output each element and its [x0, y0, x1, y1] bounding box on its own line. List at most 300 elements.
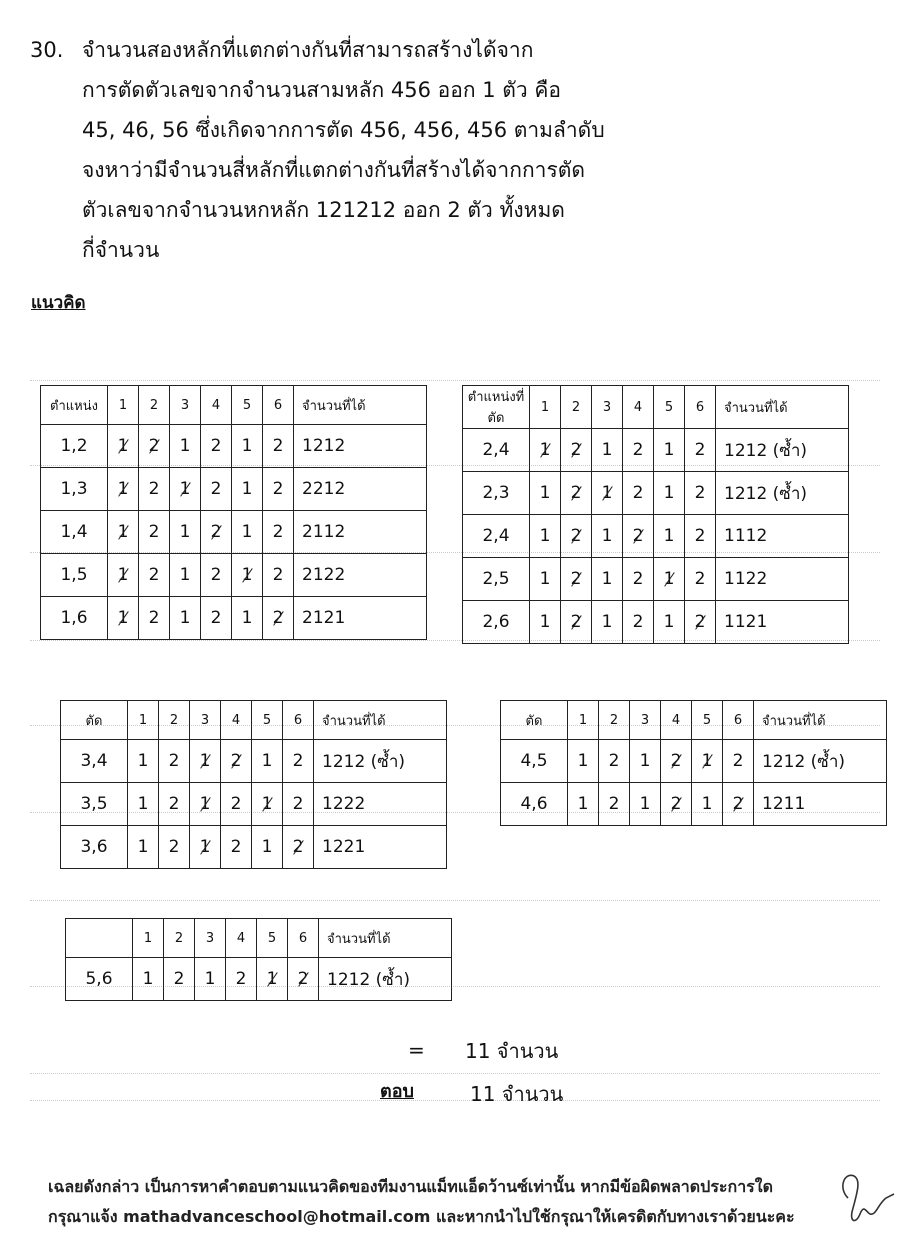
- result-number: 2112: [294, 511, 427, 554]
- answer-value: 11 จำนวน: [470, 1082, 564, 1106]
- table-header-row: [66, 919, 452, 958]
- digit-cell: [170, 554, 201, 597]
- digit-cell: [263, 468, 294, 511]
- table-row: [463, 601, 849, 644]
- digit: 1: [601, 612, 613, 632]
- digit-cell: [723, 740, 754, 783]
- ruled-line: [30, 380, 880, 381]
- cut-positions: 2,5: [463, 558, 530, 601]
- digit-cell: [232, 554, 263, 597]
- header-digit-col: 2: [561, 386, 592, 429]
- digit-cell: [685, 515, 716, 558]
- cut-table-4: [500, 700, 887, 826]
- table-header-row: [41, 386, 427, 425]
- digit-cell: [283, 826, 314, 869]
- result-number: 1211: [754, 783, 887, 826]
- digit-cell: [201, 425, 232, 468]
- digit: 2: [608, 751, 620, 771]
- header-digit-col: 5: [654, 386, 685, 429]
- digit-cell: [190, 783, 221, 826]
- digit: 1: [663, 440, 675, 460]
- digit-cell: [201, 468, 232, 511]
- digit: 2: [230, 794, 242, 814]
- digit-cell: [592, 515, 623, 558]
- header-digit-col: 6: [685, 386, 716, 429]
- crossed-digit: 1: [199, 751, 211, 771]
- table-row: [463, 472, 849, 515]
- crossed-digit: 1: [241, 565, 253, 585]
- digit-cell: [263, 597, 294, 640]
- digit-cell: [530, 472, 561, 515]
- cut-positions: 2,6: [463, 601, 530, 644]
- header-digit-col: 4: [661, 701, 692, 740]
- digit-cell: [623, 601, 654, 644]
- digit-cell: [654, 601, 685, 644]
- crossed-digit: 1: [117, 522, 129, 542]
- digit: 2: [272, 436, 284, 456]
- digit-cell: [201, 511, 232, 554]
- digit: 2: [292, 794, 304, 814]
- digit-cell: [530, 558, 561, 601]
- header-digit-col: 1: [133, 919, 164, 958]
- crossed-digit: 2: [632, 526, 644, 546]
- digit-cell: [685, 429, 716, 472]
- header-digit-col: 2: [159, 701, 190, 740]
- crossed-digit: 1: [199, 837, 211, 857]
- table-header-row: [61, 701, 447, 740]
- cut-table-2: [462, 385, 849, 644]
- cut-positions: 1,4: [41, 511, 108, 554]
- crossed-digit: 2: [670, 751, 682, 771]
- digit-cell: [128, 783, 159, 826]
- digit-cell: [108, 554, 139, 597]
- digit-cell: [592, 429, 623, 472]
- digit: 1: [261, 751, 273, 771]
- digit: 1: [601, 569, 613, 589]
- result-number: 1212 (ซ้ำ): [716, 429, 849, 472]
- crossed-digit: 2: [694, 612, 706, 632]
- cut-table-5: [65, 918, 452, 1001]
- cut-positions: 3,6: [61, 826, 128, 869]
- digit: 2: [272, 479, 284, 499]
- digit-cell: [685, 558, 716, 601]
- digit-cell: [561, 472, 592, 515]
- digit-cell: [654, 472, 685, 515]
- digit-cell: [685, 601, 716, 644]
- header-position: ตัด: [61, 701, 128, 740]
- header-digit-col: 2: [139, 386, 170, 425]
- digit-cell: [232, 511, 263, 554]
- digit-cell: [630, 740, 661, 783]
- digit-cell: [530, 601, 561, 644]
- ruled-line: [30, 900, 880, 901]
- header-digit-col: 6: [723, 701, 754, 740]
- digit: 1: [601, 440, 613, 460]
- digit: 2: [148, 565, 160, 585]
- crossed-digit: 2: [272, 608, 284, 628]
- table-row: [61, 783, 447, 826]
- crossed-digit: 1: [117, 608, 129, 628]
- table-row: [41, 425, 427, 468]
- crossed-digit: 2: [570, 612, 582, 632]
- crossed-digit: 1: [117, 436, 129, 456]
- header-digit-col: 4: [221, 701, 252, 740]
- digit-cell: [263, 554, 294, 597]
- digit: 2: [632, 440, 644, 460]
- digit: 2: [168, 794, 180, 814]
- question-number: 30.: [30, 38, 64, 62]
- cut-positions: 2,4: [463, 515, 530, 558]
- crossed-digit: 2: [570, 569, 582, 589]
- digit-cell: [108, 597, 139, 640]
- digit-cell: [692, 783, 723, 826]
- table-row: [501, 740, 887, 783]
- question-line: จำนวนสองหลักที่แตกต่างกันที่สามารถสร้างได้จาก: [82, 38, 534, 62]
- digit-cell: [221, 740, 252, 783]
- digit-cell: [170, 468, 201, 511]
- table-row: [61, 826, 447, 869]
- digit: 2: [632, 483, 644, 503]
- header-position: [66, 919, 133, 958]
- header-digit-col: 4: [623, 386, 654, 429]
- digit: 2: [632, 612, 644, 632]
- result-number: 1122: [716, 558, 849, 601]
- crossed-digit: 1: [539, 440, 551, 460]
- header-digit-col: 1: [128, 701, 159, 740]
- crossed-digit: 2: [292, 837, 304, 857]
- digit: 2: [632, 569, 644, 589]
- cut-positions: 2,3: [463, 472, 530, 515]
- digit-cell: [692, 740, 723, 783]
- crossed-digit: 1: [179, 479, 191, 499]
- crossed-digit: 2: [230, 751, 242, 771]
- header-digit-col: 4: [201, 386, 232, 425]
- header-position: ตำแหน่งที่ตัด: [463, 386, 530, 429]
- digit: 1: [261, 837, 273, 857]
- digit-cell: [561, 429, 592, 472]
- digit-cell: [530, 429, 561, 472]
- digit-cell: [623, 472, 654, 515]
- crossed-digit: 1: [261, 794, 273, 814]
- digit-cell: [561, 558, 592, 601]
- question-line: ตัวเลขจากจำนวนหกหลัก 121212 ออก 2 ตัว ทั้งหมด: [82, 198, 565, 222]
- header-result: จำนวนที่ได้: [716, 386, 849, 429]
- crossed-digit: 2: [148, 436, 160, 456]
- result-number: 2122: [294, 554, 427, 597]
- digit: 2: [272, 522, 284, 542]
- idea-heading: แนวคิด: [31, 293, 86, 313]
- header-position: ตำแหน่ง: [41, 386, 108, 425]
- digit-cell: [599, 740, 630, 783]
- digit-cell: [263, 511, 294, 554]
- digit: 1: [241, 608, 253, 628]
- digit: 1: [663, 612, 675, 632]
- footer-line-2: กรุณาแจ้ง mathadvanceschool@hotmail.com และหากนำไปใช้กรุณาให้เครดิตกับทางเราด้วยนะคะ: [48, 1207, 795, 1226]
- digit-cell: [599, 783, 630, 826]
- digit-cell: [139, 468, 170, 511]
- crossed-digit: 2: [570, 440, 582, 460]
- digit-cell: [283, 783, 314, 826]
- digit-cell: [561, 601, 592, 644]
- digit-cell: [568, 783, 599, 826]
- digit-cell: [592, 472, 623, 515]
- result-number: 2212: [294, 468, 427, 511]
- digit-cell: [232, 468, 263, 511]
- cut-positions: 5,6: [66, 958, 133, 1001]
- digit: 2: [168, 751, 180, 771]
- cut-positions: 2,4: [463, 429, 530, 472]
- digit-cell: [170, 511, 201, 554]
- header-digit-col: 5: [257, 919, 288, 958]
- crossed-digit: 2: [570, 526, 582, 546]
- sum-value: 11 จำนวน: [465, 1039, 559, 1063]
- digit-cell: [128, 826, 159, 869]
- digit-cell: [252, 740, 283, 783]
- header-digit-col: 3: [170, 386, 201, 425]
- header-digit-col: 6: [288, 919, 319, 958]
- table-row: [41, 468, 427, 511]
- result-number: 1212 (ซ้ำ): [314, 740, 447, 783]
- digit: 1: [663, 526, 675, 546]
- digit-cell: [201, 597, 232, 640]
- digit: 2: [210, 436, 222, 456]
- digit: 2: [694, 526, 706, 546]
- digit-cell: [108, 511, 139, 554]
- digit-cell: [170, 425, 201, 468]
- digit-cell: [654, 558, 685, 601]
- table-row: [463, 515, 849, 558]
- crossed-digit: 2: [670, 794, 682, 814]
- digit: 2: [210, 479, 222, 499]
- table-row: [463, 558, 849, 601]
- digit-cell: [661, 740, 692, 783]
- digit-cell: [159, 783, 190, 826]
- digit: 1: [204, 969, 216, 989]
- header-digit-col: 6: [263, 386, 294, 425]
- crossed-digit: 1: [266, 969, 278, 989]
- cut-positions: 1,3: [41, 468, 108, 511]
- crossed-digit: 1: [117, 479, 129, 499]
- header-digit-col: 1: [530, 386, 561, 429]
- digit: 2: [148, 522, 160, 542]
- digit: 2: [608, 794, 620, 814]
- digit-cell: [195, 958, 226, 1001]
- digit: 2: [173, 969, 185, 989]
- cut-table-1: [40, 385, 427, 640]
- digit: 1: [137, 794, 149, 814]
- digit-cell: [623, 429, 654, 472]
- digit: 2: [272, 565, 284, 585]
- header-result: จำนวนที่ได้: [314, 701, 447, 740]
- digit-cell: [654, 429, 685, 472]
- result-number: 1222: [314, 783, 447, 826]
- crossed-digit: 1: [663, 569, 675, 589]
- result-number: 2121: [294, 597, 427, 640]
- digit: 1: [577, 751, 589, 771]
- digit-cell: [257, 958, 288, 1001]
- question-line: 45, 46, 56 ซึ่งเกิดจากการตัด 456, 456, 456 ตามลำดับ: [82, 118, 605, 142]
- digit-cell: [139, 554, 170, 597]
- header-digit-col: 3: [190, 701, 221, 740]
- header-digit-col: 5: [692, 701, 723, 740]
- digit-cell: [530, 515, 561, 558]
- digit: 1: [539, 526, 551, 546]
- digit: 2: [230, 837, 242, 857]
- digit-cell: [139, 511, 170, 554]
- result-number: 1221: [314, 826, 447, 869]
- digit: 1: [663, 483, 675, 503]
- crossed-digit: 1: [199, 794, 211, 814]
- table-header-row: [463, 386, 849, 429]
- result-number: 1121: [716, 601, 849, 644]
- digit-cell: [592, 558, 623, 601]
- crossed-digit: 1: [601, 483, 613, 503]
- digit-cell: [630, 783, 661, 826]
- header-result: จำนวนที่ได้: [754, 701, 887, 740]
- digit: 1: [241, 479, 253, 499]
- cut-positions: 4,5: [501, 740, 568, 783]
- footer-note: [48, 1172, 795, 1232]
- header-digit-col: 1: [108, 386, 139, 425]
- header-digit-col: 3: [592, 386, 623, 429]
- cut-positions: 1,2: [41, 425, 108, 468]
- digit: 1: [577, 794, 589, 814]
- digit-cell: [685, 472, 716, 515]
- cut-table-3: [60, 700, 447, 869]
- digit-cell: [108, 468, 139, 511]
- ruled-line: [30, 1073, 880, 1074]
- result-number: 1112: [716, 515, 849, 558]
- digit: 2: [732, 751, 744, 771]
- digit-cell: [170, 597, 201, 640]
- header-digit-col: 4: [226, 919, 257, 958]
- digit-cell: [723, 783, 754, 826]
- digit-cell: [263, 425, 294, 468]
- digit-cell: [661, 783, 692, 826]
- table-row: [41, 554, 427, 597]
- cut-positions: 1,5: [41, 554, 108, 597]
- digit: 1: [179, 436, 191, 456]
- digit-cell: [654, 515, 685, 558]
- crossed-digit: 2: [570, 483, 582, 503]
- digit: 2: [210, 608, 222, 628]
- answer-label: ตอบ: [380, 1081, 414, 1102]
- digit-cell: [283, 740, 314, 783]
- digit-cell: [190, 740, 221, 783]
- digit: 1: [241, 436, 253, 456]
- header-digit-col: 3: [630, 701, 661, 740]
- question-line: กี่จำนวน: [82, 238, 160, 262]
- digit-cell: [568, 740, 599, 783]
- digit: 1: [179, 522, 191, 542]
- header-digit-col: 5: [252, 701, 283, 740]
- digit: 2: [168, 837, 180, 857]
- digit-cell: [159, 740, 190, 783]
- result-number: 1212 (ซ้ำ): [754, 740, 887, 783]
- digit: 1: [179, 608, 191, 628]
- ruled-line: [30, 1100, 880, 1101]
- digit-cell: [201, 554, 232, 597]
- digit: 2: [148, 608, 160, 628]
- digit: 1: [639, 794, 651, 814]
- header-digit-col: 3: [195, 919, 226, 958]
- question-line: การตัดตัวเลขจากจำนวนสามหลัก 456 ออก 1 ตัว คือ: [82, 78, 562, 102]
- digit: 1: [137, 837, 149, 857]
- table-row: [501, 783, 887, 826]
- digit-cell: [592, 601, 623, 644]
- crossed-digit: 1: [701, 751, 713, 771]
- question: [30, 30, 730, 270]
- header-digit-col: 2: [164, 919, 195, 958]
- digit: 2: [292, 751, 304, 771]
- digit-cell: [128, 740, 159, 783]
- digit-cell: [288, 958, 319, 1001]
- digit: 1: [179, 565, 191, 585]
- crossed-digit: 2: [210, 522, 222, 542]
- digit-cell: [252, 783, 283, 826]
- digit-cell: [232, 425, 263, 468]
- digit-cell: [221, 826, 252, 869]
- digit: 1: [539, 569, 551, 589]
- question-line: จงหาว่ามีจำนวนสี่หลักที่แตกต่างกันที่สร้างได้จากการตัด: [82, 158, 586, 182]
- digit-cell: [139, 425, 170, 468]
- table-row: [41, 597, 427, 640]
- digit-cell: [232, 597, 263, 640]
- table-header-row: [501, 701, 887, 740]
- header-digit-col: 1: [568, 701, 599, 740]
- table-row: [61, 740, 447, 783]
- digit-cell: [252, 826, 283, 869]
- result-number: 1212 (ซ้ำ): [716, 472, 849, 515]
- digit-cell: [108, 425, 139, 468]
- digit-cell: [623, 558, 654, 601]
- header-digit-col: 5: [232, 386, 263, 425]
- digit: 2: [235, 969, 247, 989]
- digit-cell: [221, 783, 252, 826]
- signature-icon: [836, 1168, 896, 1230]
- digit-cell: [133, 958, 164, 1001]
- digit-cell: [190, 826, 221, 869]
- header-result: จำนวนที่ได้: [319, 919, 452, 958]
- digit: 1: [701, 794, 713, 814]
- digit: 1: [601, 526, 613, 546]
- digit: 1: [241, 522, 253, 542]
- cut-positions: 3,5: [61, 783, 128, 826]
- digit: 1: [137, 751, 149, 771]
- crossed-digit: 2: [297, 969, 309, 989]
- table-row: [66, 958, 452, 1001]
- header-digit-col: 6: [283, 701, 314, 740]
- digit: 1: [142, 969, 154, 989]
- digit-cell: [139, 597, 170, 640]
- digit-cell: [561, 515, 592, 558]
- header-digit-col: 2: [599, 701, 630, 740]
- sum-equals: =: [408, 1038, 425, 1062]
- header-position: ตัด: [501, 701, 568, 740]
- header-result: จำนวนที่ได้: [294, 386, 427, 425]
- cut-positions: 3,4: [61, 740, 128, 783]
- crossed-digit: 2: [732, 794, 744, 814]
- digit: 1: [639, 751, 651, 771]
- digit: 1: [539, 483, 551, 503]
- digit-cell: [159, 826, 190, 869]
- crossed-digit: 1: [117, 565, 129, 585]
- digit-cell: [623, 515, 654, 558]
- result-number: 1212 (ซ้ำ): [319, 958, 452, 1001]
- digit: 2: [148, 479, 160, 499]
- digit: 1: [539, 612, 551, 632]
- digit: 2: [694, 483, 706, 503]
